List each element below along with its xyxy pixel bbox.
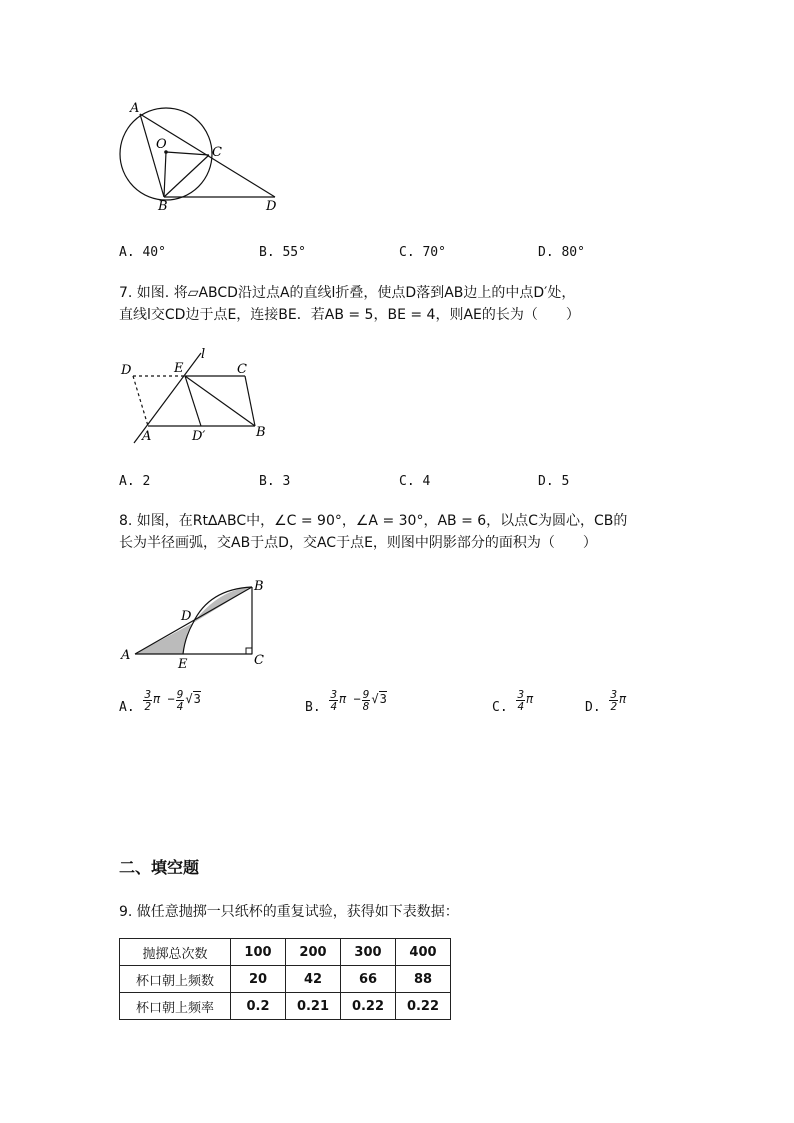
q7-line-ed [185, 376, 201, 426]
q8-line-2: 长为半径画弧，交AB于点D，交AC于点E，则图中阴影部分的面积为（ ） [119, 535, 597, 551]
q7-label-b: B [256, 425, 266, 440]
table-row [120, 939, 451, 966]
table-cell: 400 [396, 939, 451, 966]
q6-option-a: A. 40° [119, 245, 166, 260]
q8-line-1: 8. 如图，在Rt∆ABC中，∠C = 90°，∠A = 30°，AB = 6，以点C为圆心，CB的 [119, 513, 628, 529]
q8-option-a-f2-num: 9 [176, 688, 184, 701]
q7-line-1: 7. 如图. 将▱ABCD沿过点A的直线l折叠，使点D落到AB边上的中点D′处， [119, 285, 576, 301]
q8-option-a-letter: A. [119, 700, 135, 715]
q8-option-a [119, 688, 201, 715]
table-cell: 0.21 [286, 993, 341, 1020]
q7-line-eb [185, 376, 255, 426]
q7-option-a: A. 2 [119, 474, 151, 489]
q7-label-e: E [174, 361, 184, 376]
q7-label-c: C [237, 362, 247, 377]
q7-label-d: D [121, 363, 132, 378]
q6-label-d: D [266, 199, 277, 214]
q6-label-c: C [212, 145, 222, 160]
q8-line-ab [135, 587, 252, 654]
q7-line-ad-dashed [133, 376, 148, 426]
table-cell: 20 [231, 966, 286, 993]
table-cell: 0.22 [396, 993, 451, 1020]
q6-label-o: O [156, 137, 167, 152]
q6-option-b: B. 55° [259, 245, 306, 260]
q8-option-b-f2-den: 8 [362, 700, 370, 713]
q8-option-c-den: 4 [517, 700, 525, 713]
q7-option-b: B. 3 [259, 474, 291, 489]
q7-option-d: D. 5 [538, 474, 570, 489]
q8-option-d-num: 3 [610, 688, 618, 701]
q7-line-2: 直线l交CD边于点E，连接BE．若AB = 5，BE = 4，则AE的长为（ ） [119, 307, 580, 323]
q9-text: 9. 做任意抛掷一只纸杯的重复试验，获得如下表数据： [119, 904, 459, 920]
q8-option-c-fraction [516, 689, 525, 712]
q8-option-a-fraction-2 [176, 689, 185, 712]
table-cell: 66 [341, 966, 396, 993]
q8-option-d-letter: D. [585, 700, 601, 715]
q8-option-c-letter: C. [492, 700, 508, 715]
q8-label-c: C [254, 653, 264, 668]
q8-option-c-num: 3 [517, 688, 525, 701]
q6-label-a: A [130, 101, 140, 116]
q8-right-angle-mark [246, 648, 252, 654]
q8-option-b-f1-num: 3 [330, 688, 338, 701]
table-cell: 200 [286, 939, 341, 966]
q8-option-d-fraction [609, 689, 618, 712]
q6-label-b: B [158, 199, 168, 214]
q8-option-d [585, 688, 627, 715]
q8-option-a-f2-den: 4 [176, 700, 184, 713]
q7-label-a: A [142, 429, 152, 444]
q8-option-d-den: 2 [610, 700, 618, 713]
q8-option-c-pi: π [526, 692, 534, 706]
q6-line-bc [164, 155, 209, 197]
q8-option-a-fraction-1 [143, 689, 152, 712]
table-cell: 抛掷总次数 [120, 939, 231, 966]
q8-figure [115, 575, 275, 675]
table-cell: 杯口朝上频数 [120, 966, 231, 993]
q7-label-dprime: D′ [192, 429, 206, 444]
table-cell: 100 [231, 939, 286, 966]
q7-option-c: C. 4 [399, 474, 431, 489]
q8-label-e: E [178, 657, 188, 672]
q8-option-a-pi: π − [153, 692, 175, 706]
q8-option-d-pi: π [619, 692, 627, 706]
table-row [120, 966, 451, 993]
table-cell: 0.22 [341, 993, 396, 1020]
q6-line-ob [164, 152, 166, 197]
q6-option-c: C. 70° [399, 245, 446, 260]
table-cell: 42 [286, 966, 341, 993]
table-row [120, 993, 451, 1020]
q7-line-cb [245, 376, 255, 426]
q8-option-a-f1-den: 2 [144, 700, 152, 713]
q8-label-b: B [254, 579, 264, 594]
q6-option-d: D. 80° [538, 245, 585, 260]
q8-label-a: A [121, 648, 131, 663]
q8-option-a-sqrt-sign: √ [185, 692, 193, 706]
q6-figure [110, 96, 300, 216]
table-cell: 88 [396, 966, 451, 993]
q8-option-b-pi: π − [339, 692, 361, 706]
table-cell: 300 [341, 939, 396, 966]
q7-figure [115, 345, 275, 447]
q8-option-b [305, 688, 387, 715]
q7-label-l: l [201, 347, 206, 362]
table-cell: 杯口朝上频率 [120, 993, 231, 1020]
q8-option-b-fraction-1 [329, 689, 338, 712]
section-title-fill-in: 二、填空题 [119, 858, 200, 877]
q8-option-b-sqrt-sign: √ [371, 692, 379, 706]
q8-option-c [492, 688, 534, 715]
q8-label-d: D [181, 609, 192, 624]
q8-option-b-letter: B. [305, 700, 321, 715]
table-cell: 0.2 [231, 993, 286, 1020]
q8-option-a-f1-num: 3 [144, 688, 152, 701]
q8-option-a-radicand: 3 [193, 692, 201, 706]
q8-option-b-fraction-2 [362, 689, 371, 712]
q9-data-table [119, 938, 451, 1020]
q8-option-b-f1-den: 4 [330, 700, 338, 713]
q8-option-b-f2-num: 9 [362, 688, 370, 701]
q8-option-b-radicand: 3 [379, 692, 387, 706]
